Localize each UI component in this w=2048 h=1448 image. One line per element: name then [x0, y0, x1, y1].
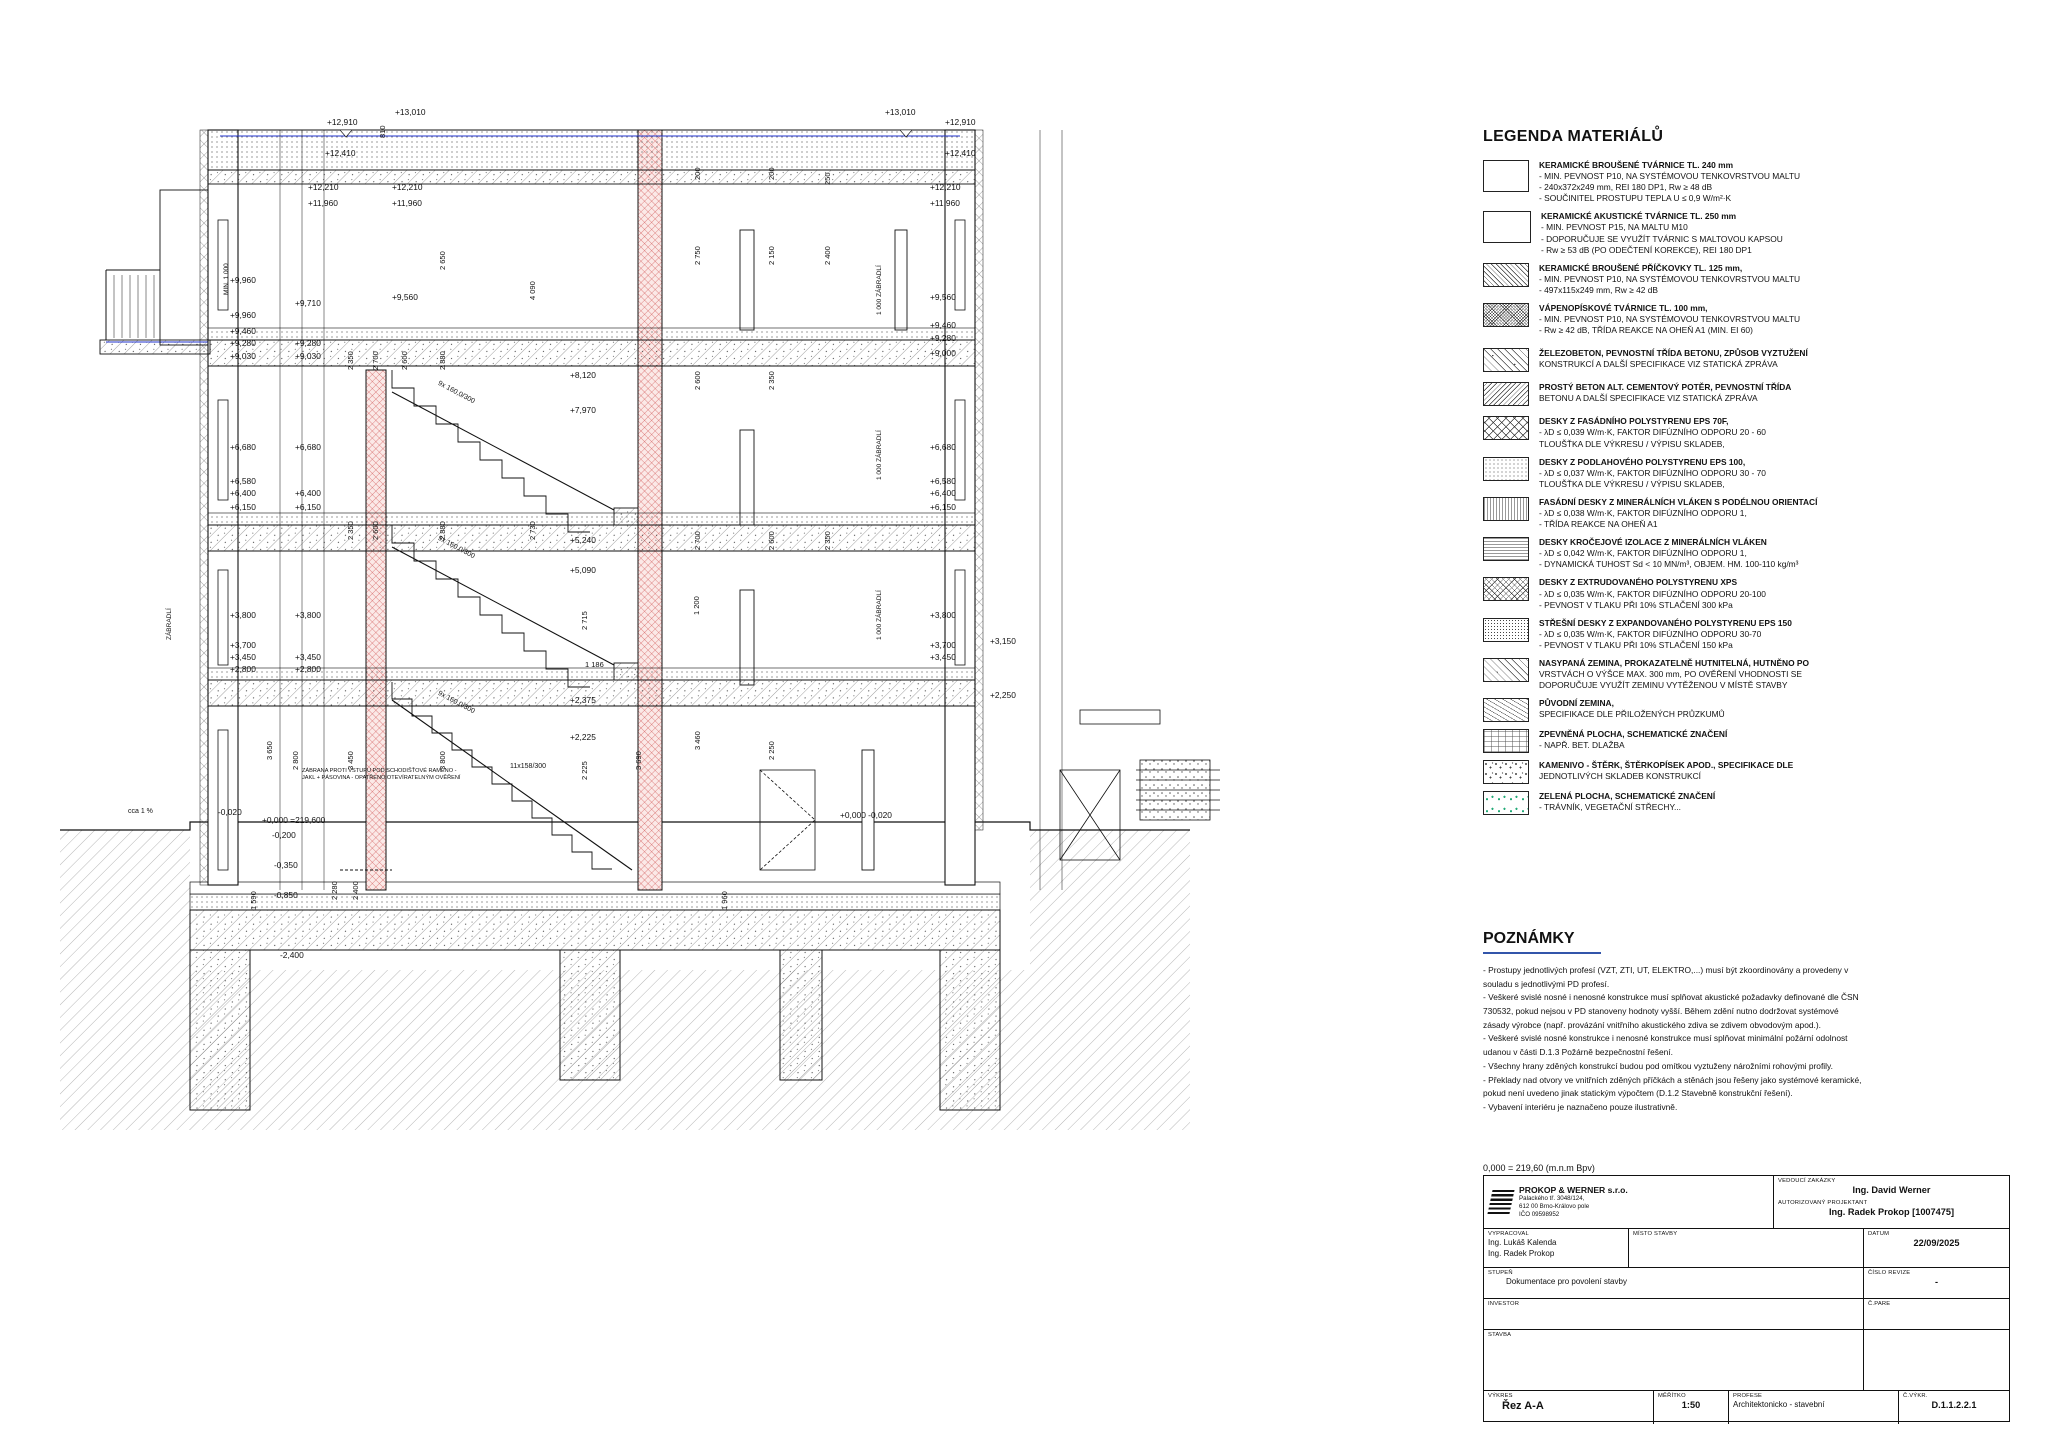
legend-item [1483, 303, 2003, 336]
dimension-text: 2 280 [330, 881, 339, 900]
elevation-label: +12,410 [945, 148, 976, 158]
note-line: souladu s jednotlivými PD profesí. [1483, 978, 1610, 989]
dimension-text: 2 250 [767, 741, 776, 760]
swatch-eps-150 [1483, 618, 1529, 642]
datum-cell [1864, 1229, 2009, 1267]
elevation-label: +3,700 [930, 640, 956, 650]
elevation-label: +6,150 [930, 502, 956, 512]
notes-section [1483, 930, 2043, 1115]
legend-item [1483, 497, 2003, 530]
dimension-text: 3 450 [346, 751, 355, 770]
dimension-text: 2 800 [291, 751, 300, 770]
elevation-label: +2,225 [570, 732, 596, 742]
cislo-revize-label: ČÍSLO REVIZE [1868, 1270, 1911, 1276]
section-drawing [40, 70, 1460, 1400]
swatch-mineralni-vlakna-fasadni [1483, 497, 1529, 521]
note-line: - Prostupy jednotlivých profesí (VZT, ZTI, UT, ELEKTRO,...) musí být zkoordinovány a provedeny v [1483, 965, 1849, 975]
elevation-label: +9,560 [392, 292, 418, 302]
legend-item-text: ZELENÁ PLOCHA, SCHEMATICKÉ ZNAČENÍ - TRÁVNÍK, VEGETAČNÍ STŘECHY... [1539, 791, 1716, 813]
dimension-text: 2 600 [767, 531, 776, 550]
profese-value: Architektonicko - stavební [1733, 1400, 1825, 1410]
spacer-cell [1864, 1330, 2009, 1390]
profese-label: PROFESE [1733, 1393, 1763, 1399]
c-pare-cell [1864, 1299, 2009, 1329]
legend-item [1483, 760, 2003, 784]
legend-item [1483, 537, 2003, 570]
dimension-text: 2 650 [438, 251, 447, 270]
elevation-label: +9,560 [930, 292, 956, 302]
elevation-label: -0,020 [218, 807, 242, 817]
elevation-label: +6,580 [930, 476, 956, 486]
stair-annotation: 9x 160,0/300 [436, 535, 476, 561]
dimension-text: 2 600 [693, 371, 702, 390]
legend-item [1483, 348, 2003, 372]
slope-label: cca 1 % [128, 808, 153, 815]
swatch-keramicke-prickovky-125 [1483, 263, 1529, 287]
elevation-label: +0,000 =219,600 [262, 815, 326, 825]
datum-reference: 0,000 = 219,60 (m.n.m Bpv) [1483, 1163, 1595, 1173]
legend-item-text: KERAMICKÉ BROUŠENÉ PŘÍČKOVKY TL. 125 mm, - MIN. PEVNOST P10, NA SYSTÉMOVOU TENKOVRSTVOU MALTU - 497x115x249 mm, Rw ≥ 42 dB [1539, 262, 1801, 295]
legend-item [1483, 658, 2003, 691]
elevation-label: +12,210 [392, 182, 423, 192]
elevation-label: -2,400 [280, 950, 304, 960]
swatch-keramicke-brousene-tvarnice-240 [1483, 160, 1529, 192]
project-leads [1774, 1176, 2009, 1228]
elevation-label: +2,800 [295, 664, 321, 674]
elevation-label: -0,350 [274, 860, 298, 870]
stupen-label: STUPEŇ [1488, 1270, 1513, 1276]
dimension-text: 250 [823, 172, 832, 185]
dimension-text: 200 [693, 167, 702, 180]
elevation-label: +3,800 [930, 610, 956, 620]
elevation-label: +9,280 [230, 338, 256, 348]
autorizovany-projektant-label: AUTORIZOVANÝ PROJEKTANT [1778, 1199, 1868, 1206]
swatch-zelezobeton [1483, 348, 1529, 372]
swatch-puvodni-zemina [1483, 698, 1529, 722]
guardrail-label: ZÁBRADLÍ [166, 608, 173, 640]
elevation-label: +11,960 [308, 198, 338, 208]
legend-item [1483, 416, 2003, 449]
legend-item [1483, 263, 2003, 296]
elevation-label: +9,710 [295, 298, 321, 308]
elevation-label: +2,800 [230, 664, 256, 674]
stair-annotation: 9x 160,0/300 [436, 690, 476, 716]
elevation-label: +6,400 [295, 488, 321, 498]
c-pare-label: Č.PARE [1868, 1301, 1891, 1307]
legend-item-text: DESKY KROČEJOVÉ IZOLACE Z MINERÁLNÍCH VLÁKEN - λD ≤ 0,042 W/m·K, FAKTOR DIFÚZNÍHO ODPORU 1, - DYNAMICKÁ TUHOST Sd < 10 MN/m³, OBJEM. HM. 100-110 kg/m³ [1539, 537, 1799, 570]
swatch-nasypana-zemina [1483, 658, 1529, 682]
legend-item-text: KERAMICKÉ BROUŠENÉ TVÁRNICE TL. 240 mm - MIN. PEVNOST P10, NA SYSTÉMOVOU TENKOVRSTVOU MALTU - 240x372x249 mm, REI 180 DP1, Rw ≥ 48 dB - SOUČINITEL PROSTUPU TEPLA U ≤ 0,9 W/m²·K [1539, 160, 1801, 204]
legend-item [1483, 457, 2003, 490]
cislo-revize-cell [1864, 1268, 2009, 1298]
swatch-vapenopiskove-tvarnice-100 [1483, 303, 1529, 327]
legend-item-text: KERAMICKÉ AKUSTICKÉ TVÁRNICE TL. 250 mm - MIN. PEVNOST P15, NA MALTU M10 - DOPORUČUJE SE VYUŽÍT TVÁRNIC S MALTOVOU KAPSOU - Rw ≥ 53 dB (PO ODEČTENÍ KOREKCE), REI 180 DP1 [1541, 211, 1783, 255]
note-line: - Veškeré svislé nosné i nenosné konstrukce musí splňovat akustické požadavky definované dle ČSN [1483, 992, 1859, 1003]
elevation-label: +2,250 [990, 690, 1016, 700]
dimension-text: 810 [378, 125, 387, 138]
firm-identity [1484, 1176, 1774, 1228]
legend-item [1483, 618, 2003, 651]
legend-title: LEGENDA MATERIÁLŮ [1483, 128, 1664, 145]
elevation-label: +9,960 [230, 310, 256, 320]
elevation-label: +6,150 [295, 502, 321, 512]
elevation-label: +3,800 [230, 610, 256, 620]
investor-label: INVESTOR [1488, 1301, 1520, 1307]
stupen-cell [1484, 1268, 1864, 1298]
stair-annotation: 9x 160,0/300 [436, 380, 476, 406]
legend-item [1483, 160, 2003, 204]
elevation-label: +13,010 [395, 107, 426, 117]
datum-label: DATUM [1868, 1231, 1890, 1237]
dimension-text: 2 150 [767, 246, 776, 265]
elevation-label: +6,400 [230, 488, 256, 498]
vykres-cell [1484, 1391, 1654, 1424]
dimension-text: 2 600 [400, 351, 409, 370]
firm-address-line: Palackého tř. 3048/124, [1519, 1195, 1585, 1203]
elevation-label: +5,090 [570, 565, 596, 575]
legend-item-text: KAMENIVO - ŠTĚRK, ŠTĚRKOPÍSEK APOD., SPECIFIKACE DLE JEDNOTLIVÝCH SKLADEB KONSTRUKCÍ [1539, 760, 1794, 782]
c-vykr-cell [1899, 1391, 2009, 1424]
dimension-text: 2 880 [438, 351, 447, 370]
legend-item-text: ŽELEZOBETON, PEVNOSTNÍ TŘÍDA BETONU, ZPŮSOB VYZTUŽENÍ KONSTRUKCÍ A DALŠÍ SPECIFIKACE VIZ STATICKÁ ZPRÁVA [1539, 348, 1808, 370]
misto-stavby-label: MÍSTO STAVBY [1633, 1231, 1678, 1237]
meritko-value: 1:50 [1681, 1400, 1701, 1411]
note-line: - Překlady nad otvory ve vnitřních zděných příčkách a stěnách jsou řešeny jako systémové keramické, [1483, 1074, 1862, 1085]
c-vykr-value: D.1.1.2.2.1 [1931, 1400, 1977, 1411]
elevation-label: +9,460 [930, 320, 956, 330]
elevation-label: +12,910 [327, 117, 358, 127]
elevation-label: +2,375 [570, 695, 596, 705]
firm-name: PROKOP & WERNER s.r.o. [1519, 1184, 1628, 1195]
elevation-label: +6,680 [295, 442, 321, 452]
elevation-label: +12,410 [325, 148, 356, 158]
dimension-text: 3 650 [265, 741, 274, 760]
guardrail-label: 1 000 ZÁBRADLÍ [876, 430, 883, 480]
firm-address-line: IČO 09598952 [1519, 1211, 1560, 1219]
elevation-label: +9,460 [230, 326, 256, 336]
investor-cell [1484, 1299, 1864, 1329]
elevation-label: +3,800 [295, 610, 321, 620]
dimension-text: 4 090 [528, 281, 537, 300]
c-vykr-label: Č.VÝKR. [1903, 1393, 1928, 1399]
swatch-kamenivo [1483, 760, 1529, 784]
elevation-label: +13,010 [885, 107, 916, 117]
elevation-label: +6,680 [930, 442, 956, 452]
legend-item-text: STŘEŠNÍ DESKY Z EXPANDOVANÉHO POLYSTYRENU EPS 150 - λD ≤ 0,035 W/m·K, FAKTOR DIFÚZNÍHO ODPORU 30-70 - PEVNOST V TLAKU PŘI 10% STLAČENÍ 150 kPa [1539, 617, 1792, 650]
legend-item-text: DESKY Z FASÁDNÍHO POLYSTYRENU EPS 70F, - λD ≤ 0,039 W/m·K, FAKTOR DIFÚZNÍHO ODPORU 20 - 60 TLOUŠŤKA DLE VÝKRESU / VÝPISU SKLADEB, [1539, 416, 1766, 449]
note-line: pokud není uvedeno jinak statickým výpočtem (D.1.2 Stavebně konstrukční řešení). [1483, 1088, 1793, 1099]
swatch-xps [1483, 577, 1529, 601]
elevation-label: +11,960 [392, 198, 422, 208]
company-logo-icon [1487, 1190, 1514, 1214]
notes-title: POZNÁMKY [1483, 930, 1575, 947]
elevation-label: +6,680 [230, 442, 256, 452]
stupen-value: Dokumentace pro povolení stavby [1506, 1277, 1627, 1287]
dimension-text: 1 590 [249, 891, 258, 910]
profese-cell [1729, 1391, 1899, 1424]
dimension-text: 3 800 [438, 751, 447, 770]
swatch-eps-70f [1483, 416, 1529, 440]
dimension-text: 2 600 [371, 521, 380, 540]
swatch-prosty-beton [1483, 382, 1529, 406]
elevation-label: +7,970 [570, 405, 596, 415]
elevation-label: -0,850 [274, 890, 298, 900]
dimension-text: 2 880 [438, 521, 447, 540]
vedouci-zakazky-label: VEDOUCÍ ZAKÁZKY [1778, 1178, 1836, 1184]
materials-legend [1483, 128, 2003, 822]
legend-item [1483, 729, 2003, 753]
swatch-eps-100 [1483, 457, 1529, 481]
elevation-label: +9,030 [230, 351, 256, 361]
dimension-text: 2 715 [580, 611, 589, 630]
elevation-label: +5,240 [570, 535, 596, 545]
elevation-label: +3,450 [295, 652, 321, 662]
dimension-text: 2 225 [580, 761, 589, 780]
guardrail-label: MIN. 1 000 [223, 263, 230, 295]
elevation-label: +3,450 [230, 652, 256, 662]
guardrail-label: 1 000 ZÁBRADLÍ [876, 590, 883, 640]
dimension-text: 2 730 [528, 521, 537, 540]
elevation-label: +11,960 [930, 198, 960, 208]
dimension-text: 2 400 [351, 881, 360, 900]
note-line: - Všechny hrany zděných konstrukcí budou pod omítkou vyztuženy nárožními rohovými profily. [1483, 1060, 1833, 1071]
elevation-label: +3,450 [930, 652, 956, 662]
vedouci-zakazky-value: Ing. David Werner [1852, 1185, 1931, 1196]
vykres-label: VÝKRES [1488, 1393, 1513, 1399]
elevation-label: +9,000 [930, 348, 956, 358]
elevation-label: +6,400 [930, 488, 956, 498]
elevation-label: +0,000 -0,020 [840, 810, 892, 820]
dimension-text: 2 700 [371, 351, 380, 370]
note-line: - Vybavení interiéru je naznačeno pouze ilustrativně. [1483, 1101, 1678, 1112]
firm-address-line: 612 00 Brno-Královo pole [1519, 1203, 1590, 1211]
dimension-text: 2 750 [693, 246, 702, 265]
elevation-label: +9,960 [230, 275, 256, 285]
note-line: 730532, pokud nejsou v PD stanoveny hodnoty vyšší. Během zdění nutno dodržovat systémové [1483, 1006, 1839, 1017]
legend-item-text: ZPEVNĚNÁ PLOCHA, SCHEMATICKÉ ZNAČENÍ - NAPŘ. BET. DLAŽBA [1539, 729, 1728, 751]
vypracoval-value-1: Ing. Lukáš Kalenda [1488, 1238, 1557, 1248]
dimension-text: 1 960 [720, 891, 729, 910]
note-line: - Veškeré svislé nosné konstrukce i nenosné konstrukce musí splňovat minimální požární odolnost [1483, 1033, 1848, 1044]
swatch-krocejova-izolace [1483, 537, 1529, 561]
legend-item-text: DESKY Z EXTRUDOVANÉHO POLYSTYRENU XPS - λD ≤ 0,035 W/m·K, FAKTOR DIFÚZNÍHO ODPORU 20-100 - PEVNOST V TLAKU PŘI 10% STLAČENÍ 300 kPa [1539, 577, 1766, 610]
autorizovany-projektant-value: Ing. Radek Prokop [1007475] [1828, 1207, 1955, 1218]
dimension-text: 2 350 [346, 521, 355, 540]
guardrail-label: 1 000 ZÁBRADLÍ [876, 265, 883, 315]
legend-item-text: NASYPANÁ ZEMINA, PROKAZATELNĚ HUTNITELNÁ, HUTNĚNO PO VRSTVÁCH O VÝŠCE MAX. 300 mm, PO OVĚŘENÍ VHODNOSTI SE DOPORUČUJE VYUŽÍT ZEMINU VYTĚŽENOU V MÍSTĚ STAVBY [1539, 658, 1810, 691]
dimension-text: 2 700 [693, 531, 702, 550]
dimension-text: 200 [767, 167, 776, 180]
stair-annotation: 11x158/300 [510, 763, 547, 770]
legend-item-text: PŮVODNÍ ZEMINA, SPECIFIKACE DLE PŘILOŽENÝCH PRŮZKUMŮ [1539, 698, 1725, 720]
vypracoval-cell [1484, 1229, 1629, 1267]
swatch-keramicke-akusticke-tvarnice-250 [1483, 211, 1531, 243]
swatch-zpevnena-plocha [1483, 729, 1529, 753]
dimension-text: 2 350 [823, 531, 832, 550]
dimension-text: 2 350 [767, 371, 776, 390]
misto-stavby-cell [1629, 1229, 1864, 1267]
vypracoval-label: VYPRACOVAL [1488, 1231, 1529, 1237]
dimension-text: 3 460 [693, 731, 702, 750]
notes-underline [1483, 952, 1601, 954]
dimension-text: 3 690 [634, 751, 643, 770]
dimension-text: 1 200 [692, 596, 701, 615]
legend-item [1483, 791, 2003, 815]
elevation-label: +9,280 [930, 333, 956, 343]
elevation-label: +3,150 [990, 636, 1016, 646]
meritko-label: MĚŘÍTKO [1658, 1393, 1686, 1399]
vypracoval-value-2: Ing. Radek Prokop [1488, 1249, 1555, 1259]
title-block [1483, 1175, 2010, 1422]
legend-item-text: FASÁDNÍ DESKY Z MINERÁLNÍCH VLÁKEN S PODÉLNOU ORIENTACÍ - λD ≤ 0,038 W/m·K, FAKTOR DIFÚZNÍHO ODPORU 1, - TŘÍDA REAKCE NA OHEŇ A1 [1539, 496, 1818, 530]
stavba-label: STAVBA [1488, 1332, 1512, 1338]
dimension-text: 2 350 [346, 351, 355, 370]
legend-item [1483, 577, 2003, 610]
elevation-label: +9,280 [295, 338, 321, 348]
note-line: zásady výrobce (např. provázání vnitřního akustického zdiva se zdivem obvodovým apod.). [1483, 1019, 1821, 1030]
legend-item-text: DESKY Z PODLAHOVÉHO POLYSTYRENU EPS 100, - λD ≤ 0,037 W/m·K, FAKTOR DIFÚZNÍHO ODPORU 30 - 70 TLOUŠŤKA DLE VÝKRESU / VÝPISU SKLADEB, [1539, 456, 1766, 489]
elevation-label: +6,150 [230, 502, 256, 512]
swatch-zelena-plocha [1483, 791, 1529, 815]
vykres-value: Řez A-A [1502, 1400, 1544, 1413]
dimension-text: 2 400 [823, 246, 832, 265]
elevation-label: +8,120 [570, 370, 596, 380]
note-line: udanou v části D.1.3 Požárně bezpečnostní řešení. [1483, 1047, 1673, 1058]
elevation-label: +12,210 [930, 182, 961, 192]
legend-item [1483, 211, 2003, 255]
legend-item-text: VÁPENOPÍSKOVÉ TVÁRNICE TL. 100 mm, - MIN. PEVNOST P10, NA SYSTÉMOVOU TENKOVRSTVOU MALTU - Rw ≥ 42 dB, TŘÍDA REAKCE NA OHEŇ A1 (MIN. EI 60) [1539, 303, 1801, 336]
elevation-label: +12,210 [308, 182, 339, 192]
legend-item-text: PROSTÝ BETON ALT. CEMENTOVÝ POTĚR, PEVNOSTNÍ TŘÍDA BETONU A DALŠÍ SPECIFIKACE VIZ STATICKÁ ZPRÁVA [1539, 382, 1792, 404]
elevation-label: +9,030 [295, 351, 321, 361]
elevation-label: +3,700 [230, 640, 256, 650]
elevation-label: +6,580 [230, 476, 256, 486]
cislo-revize-value: - [1934, 1277, 1939, 1288]
stair-guard-note: ZÁBRANA PROTI VSTUPU POD SCHODIŠŤOVÉ RAMENO - JAKL + PÁSOVINA - OPATŘENO OTEVÍRATELNÝM OVĚŘENÍ [302, 768, 461, 781]
elevation-label: -0,200 [272, 830, 296, 840]
stavba-cell [1484, 1330, 1864, 1390]
dimension-text: 1 186 [585, 660, 604, 669]
meritko-cell [1654, 1391, 1729, 1424]
legend-item [1483, 698, 2003, 722]
elevation-label: +12,910 [945, 117, 976, 127]
datum-value: 22/09/2025 [1913, 1238, 1960, 1249]
legend-item [1483, 382, 2003, 406]
